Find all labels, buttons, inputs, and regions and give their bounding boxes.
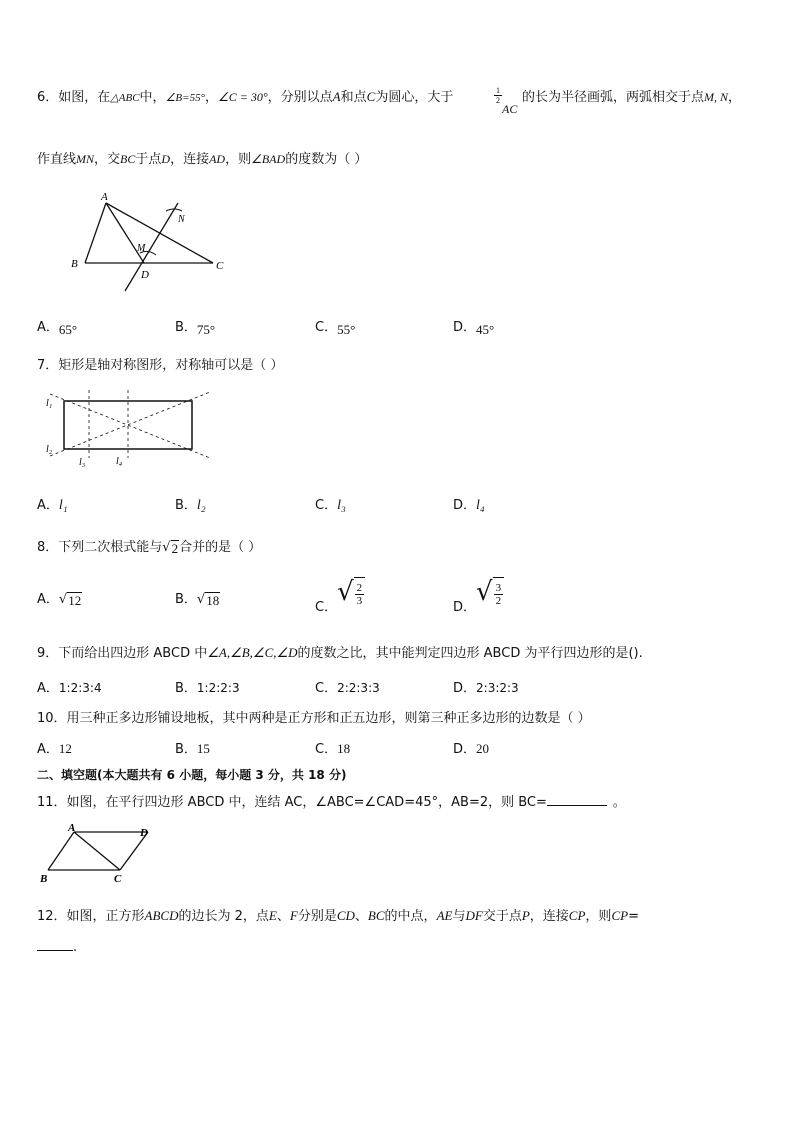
q10-option-a[interactable]: A．12 [37, 741, 72, 757]
label-c: C [114, 873, 122, 885]
q7-option-a[interactable]: A．l₁ [37, 498, 68, 513]
q9-question: 9．下而给出四边形 ABCD 中∠A,∠B,∠C,∠D的度数之比，其中能判定四边形 ABCD 为平行四边形的是(). [37, 645, 643, 661]
label-a: A [68, 822, 76, 834]
q6-line2: 作直线MN，交BC于点D，连接AD，则∠BAD的度数为（ ） [37, 152, 368, 167]
q6-option-a[interactable]: A．65° [37, 320, 78, 337]
q8-option-a[interactable]: A． √ 12 [37, 592, 82, 608]
q8-option-b[interactable]: B． √ 18 [175, 592, 220, 608]
q6-triangle-figure [60, 185, 240, 297]
line-mn [125, 203, 178, 291]
q7-question: 7．矩形是轴对称图形，对称轴可以是（ ） [37, 358, 284, 373]
segment-ad [106, 203, 144, 263]
q11-parallelogram-figure [36, 822, 166, 888]
q7-option-b[interactable]: B．l₂ [175, 498, 206, 513]
label-d: D [140, 827, 148, 839]
label-c: C [216, 260, 224, 272]
q8-option-c[interactable]: C． √ $\frac{2}{3}$ [315, 577, 365, 607]
label-l4: l₄ [116, 456, 123, 467]
label-b: B [71, 258, 78, 270]
q10-option-d[interactable]: D．20 [453, 741, 490, 757]
q7-option-d[interactable]: D．l₄ [453, 498, 485, 513]
q9-option-b[interactable]: B．1:2:2:3 [175, 681, 240, 696]
q6-option-d[interactable]: D．45° [453, 320, 495, 337]
q9-option-c[interactable]: C．2:2:3:3 [315, 681, 380, 696]
sqrt-2: √ 2 [162, 540, 179, 556]
label-l1: l₁ [46, 398, 53, 409]
q7-rectangle-figure [40, 386, 220, 470]
q11-answer-blank[interactable] [547, 793, 607, 806]
label-d: D [141, 269, 149, 281]
q9-option-d[interactable]: D．2:3:2:3 [453, 681, 519, 696]
q10-question: 10．用三种正多边形铺设地板，其中两种是正方形和正五边形，则第三种正多边形的边数是（ ） [37, 711, 591, 726]
q8-question: 8．下列二次根式能与 √ 2 合并的是（ ） [37, 540, 262, 556]
q10-option-c[interactable]: C．18 [315, 741, 351, 757]
q12-question: 12．如图，正方形ABCD的边长为 2，点E、F分别是CD、BC的中点，AE与DF交于点P，连接CP，则CP= [37, 908, 639, 924]
q6-option-c[interactable]: C．55° [315, 320, 356, 337]
q6-option-b[interactable]: B．75° [175, 320, 216, 337]
q7-option-c[interactable]: C．l₃ [315, 498, 346, 513]
q8-option-d[interactable]: D． √ $\frac{3}{2}$ [453, 577, 504, 607]
side-ab [85, 203, 106, 263]
q11-question: 11．如图，在平行四边形 ABCD 中，连结 AC，∠ABC=∠CAD=45°，AB=2，则 BC= 。 [37, 795, 626, 810]
label-l2: l₂ [46, 444, 53, 455]
q12-answer-blank[interactable] [37, 938, 73, 951]
label-b: B [40, 873, 48, 885]
q6-line1-end: 的长为半径画弧，两弧相交于点M, N， [522, 90, 742, 105]
side-ab [48, 832, 74, 870]
label-m: M [137, 243, 146, 254]
label-a: A [101, 191, 108, 203]
q10-option-b[interactable]: B．15 [175, 741, 210, 757]
q6-fraction-half-ac: $\frac{1}{2}$ AC [496, 86, 518, 116]
q12-answer-line: . [37, 938, 77, 955]
section-fill-in-heading: 二、填空题(本大题共有 6 小题，每小题 3 分，共 18 分) [37, 768, 347, 782]
label-n: N [178, 214, 185, 225]
q6-line1: 6．如图，在△ABC中，∠B=55°，∠C = 30°，分别以点A和点C为圆心，大于 [37, 89, 454, 105]
label-l3: l₃ [79, 457, 86, 468]
q9-option-a[interactable]: A．1:2:3:4 [37, 681, 102, 696]
diagonal-ac [74, 832, 120, 870]
